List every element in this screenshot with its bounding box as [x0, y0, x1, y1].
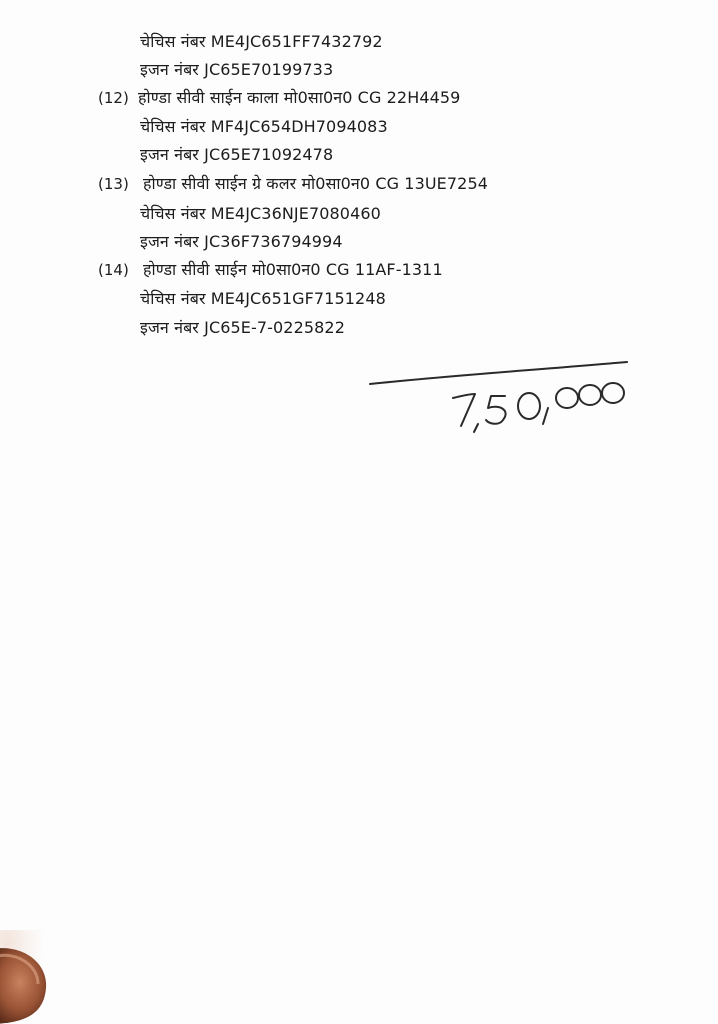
vehicle-description: होण्डा सीवी साईन ग्रे कलर मो0सा0न0 CG 13UE7254 — [143, 174, 489, 193]
handwritten-total — [365, 352, 635, 442]
engine-number-line: इजन नंबर JC36F736794994 — [140, 232, 343, 251]
item-number: (13) — [98, 175, 129, 193]
vehicle-description: होण्डा सीवी साईन काला मो0सा0न0 CG 22H4459 — [138, 88, 461, 107]
chassis-number-line: चेचिस नंबर ME4JC651GF7151248 — [140, 289, 386, 308]
item-number: (14) — [98, 261, 129, 279]
engine-number-line: इजन नंबर JC65E70199733 — [140, 60, 334, 79]
engine-number-line: इजन नंबर JC65E71092478 — [140, 145, 334, 164]
chassis-number-line: चेचिस नंबर ME4JC36NJE7080460 — [140, 204, 381, 223]
item-number: (12) — [98, 89, 129, 107]
chassis-number-line: चेचिस नंबर ME4JC651FF7432792 — [140, 32, 383, 51]
chassis-number-line: चेचिस नंबर MF4JC654DH7094083 — [140, 117, 388, 136]
thumb-photo — [0, 930, 50, 1024]
engine-number-line: इजन नंबर JC65E-7-0225822 — [140, 318, 345, 337]
vehicle-description: होण्डा सीवी साईन मो0सा0न0 CG 11AF-1311 — [143, 260, 443, 279]
